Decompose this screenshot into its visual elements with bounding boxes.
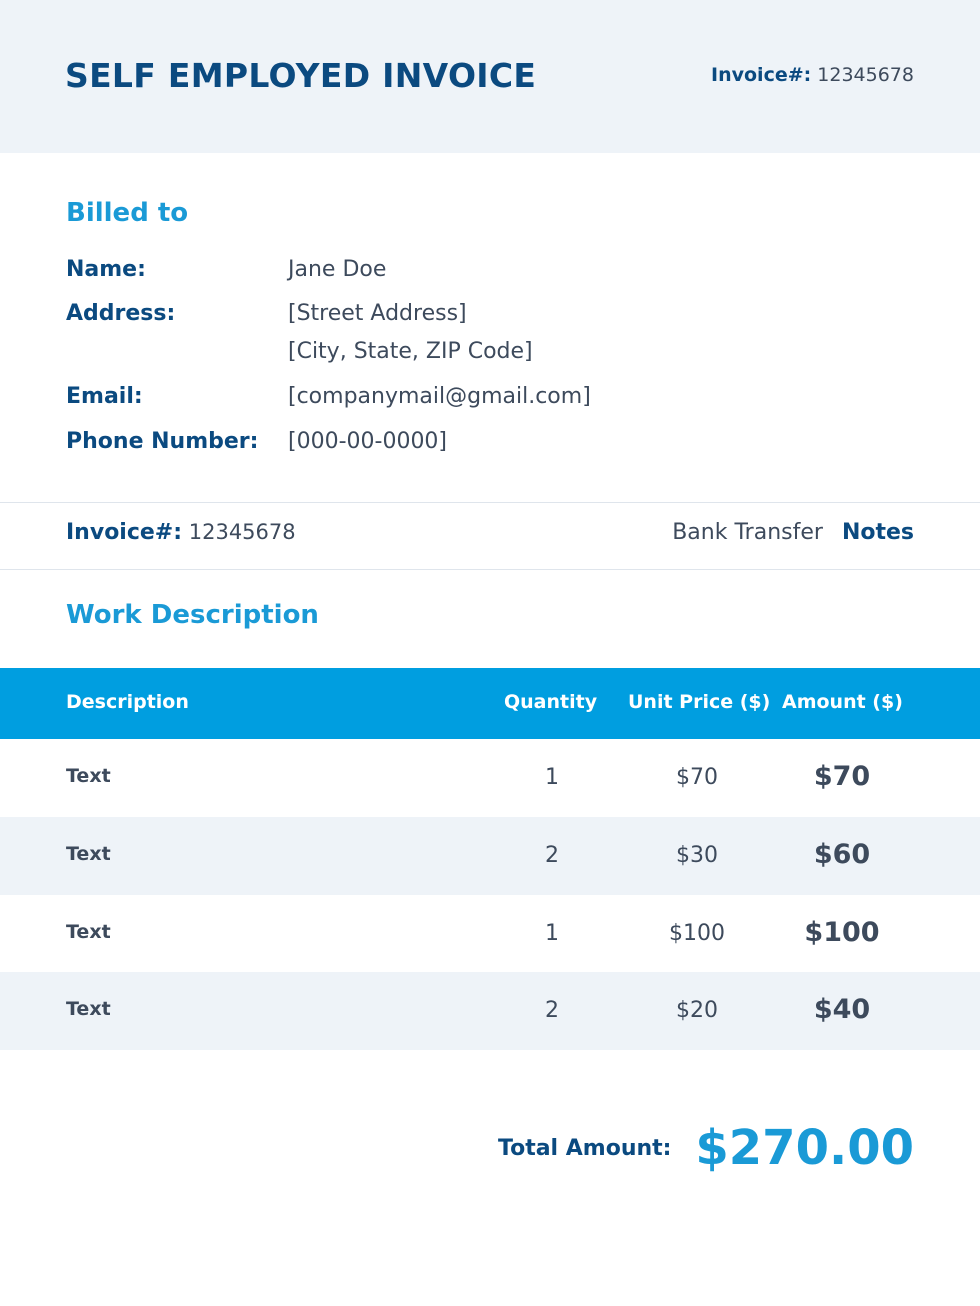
row-quantity: 1 (545, 921, 559, 946)
payment-method: Bank Transfer (672, 520, 823, 545)
row-unit-price: $30 (676, 843, 718, 868)
address-line2: [City, State, ZIP Code] (288, 339, 533, 364)
table-row (0, 895, 980, 973)
row-unit-price: $70 (676, 765, 718, 790)
table-row (0, 972, 980, 1050)
name-value: Jane Doe (288, 257, 387, 282)
divider-bottom (0, 569, 980, 570)
column-header-amount: Amount ($) (782, 691, 903, 713)
row-quantity: 2 (545, 843, 559, 868)
row-amount: $70 (813, 761, 871, 792)
meta-invoice-value: 12345678 (188, 520, 296, 544)
invoice-header (0, 0, 980, 153)
row-amount: $60 (813, 839, 871, 870)
header-invoice-value: 12345678 (817, 64, 914, 86)
row-unit-price: $100 (669, 921, 725, 946)
row-description: Text (66, 765, 111, 787)
total-amount-label: Total Amount: (498, 1136, 672, 1161)
billed-to-heading: Billed to (66, 198, 189, 228)
meta-invoice-number (66, 520, 296, 545)
row-amount: $100 (804, 917, 880, 948)
column-header-description: Description (66, 691, 189, 713)
email-label: Email: (66, 384, 143, 409)
row-quantity: 2 (545, 998, 559, 1023)
column-header-quantity: Quantity (504, 691, 598, 713)
work-description-heading: Work Description (66, 600, 319, 630)
meta-payment (672, 520, 914, 545)
address-label: Address: (66, 301, 176, 326)
phone-value: [000-00-0000] (288, 429, 448, 454)
email-value: [companymail@gmail.com] (288, 384, 591, 409)
name-label: Name: (66, 257, 146, 282)
row-description: Text (66, 998, 111, 1020)
row-description: Text (66, 921, 111, 943)
table-header (0, 668, 980, 739)
notes-label: Notes (841, 520, 914, 545)
divider-top (0, 502, 980, 503)
document-title: SELF EMPLOYED INVOICE (65, 56, 537, 95)
column-header-unit-price: Unit Price ($) (628, 691, 771, 713)
row-unit-price: $20 (676, 998, 718, 1023)
row-description: Text (66, 843, 111, 865)
total-amount-value: $270.00 (695, 1120, 914, 1176)
table-row (0, 739, 980, 817)
table-row (0, 817, 980, 895)
header-invoice-label: Invoice#: (711, 64, 812, 86)
meta-invoice-label: Invoice#: (66, 520, 183, 545)
row-quantity: 1 (545, 765, 559, 790)
row-amount: $40 (813, 994, 871, 1025)
header-invoice-number (711, 64, 914, 86)
phone-label: Phone Number: (66, 429, 259, 454)
address-line1: [Street Address] (288, 301, 467, 326)
